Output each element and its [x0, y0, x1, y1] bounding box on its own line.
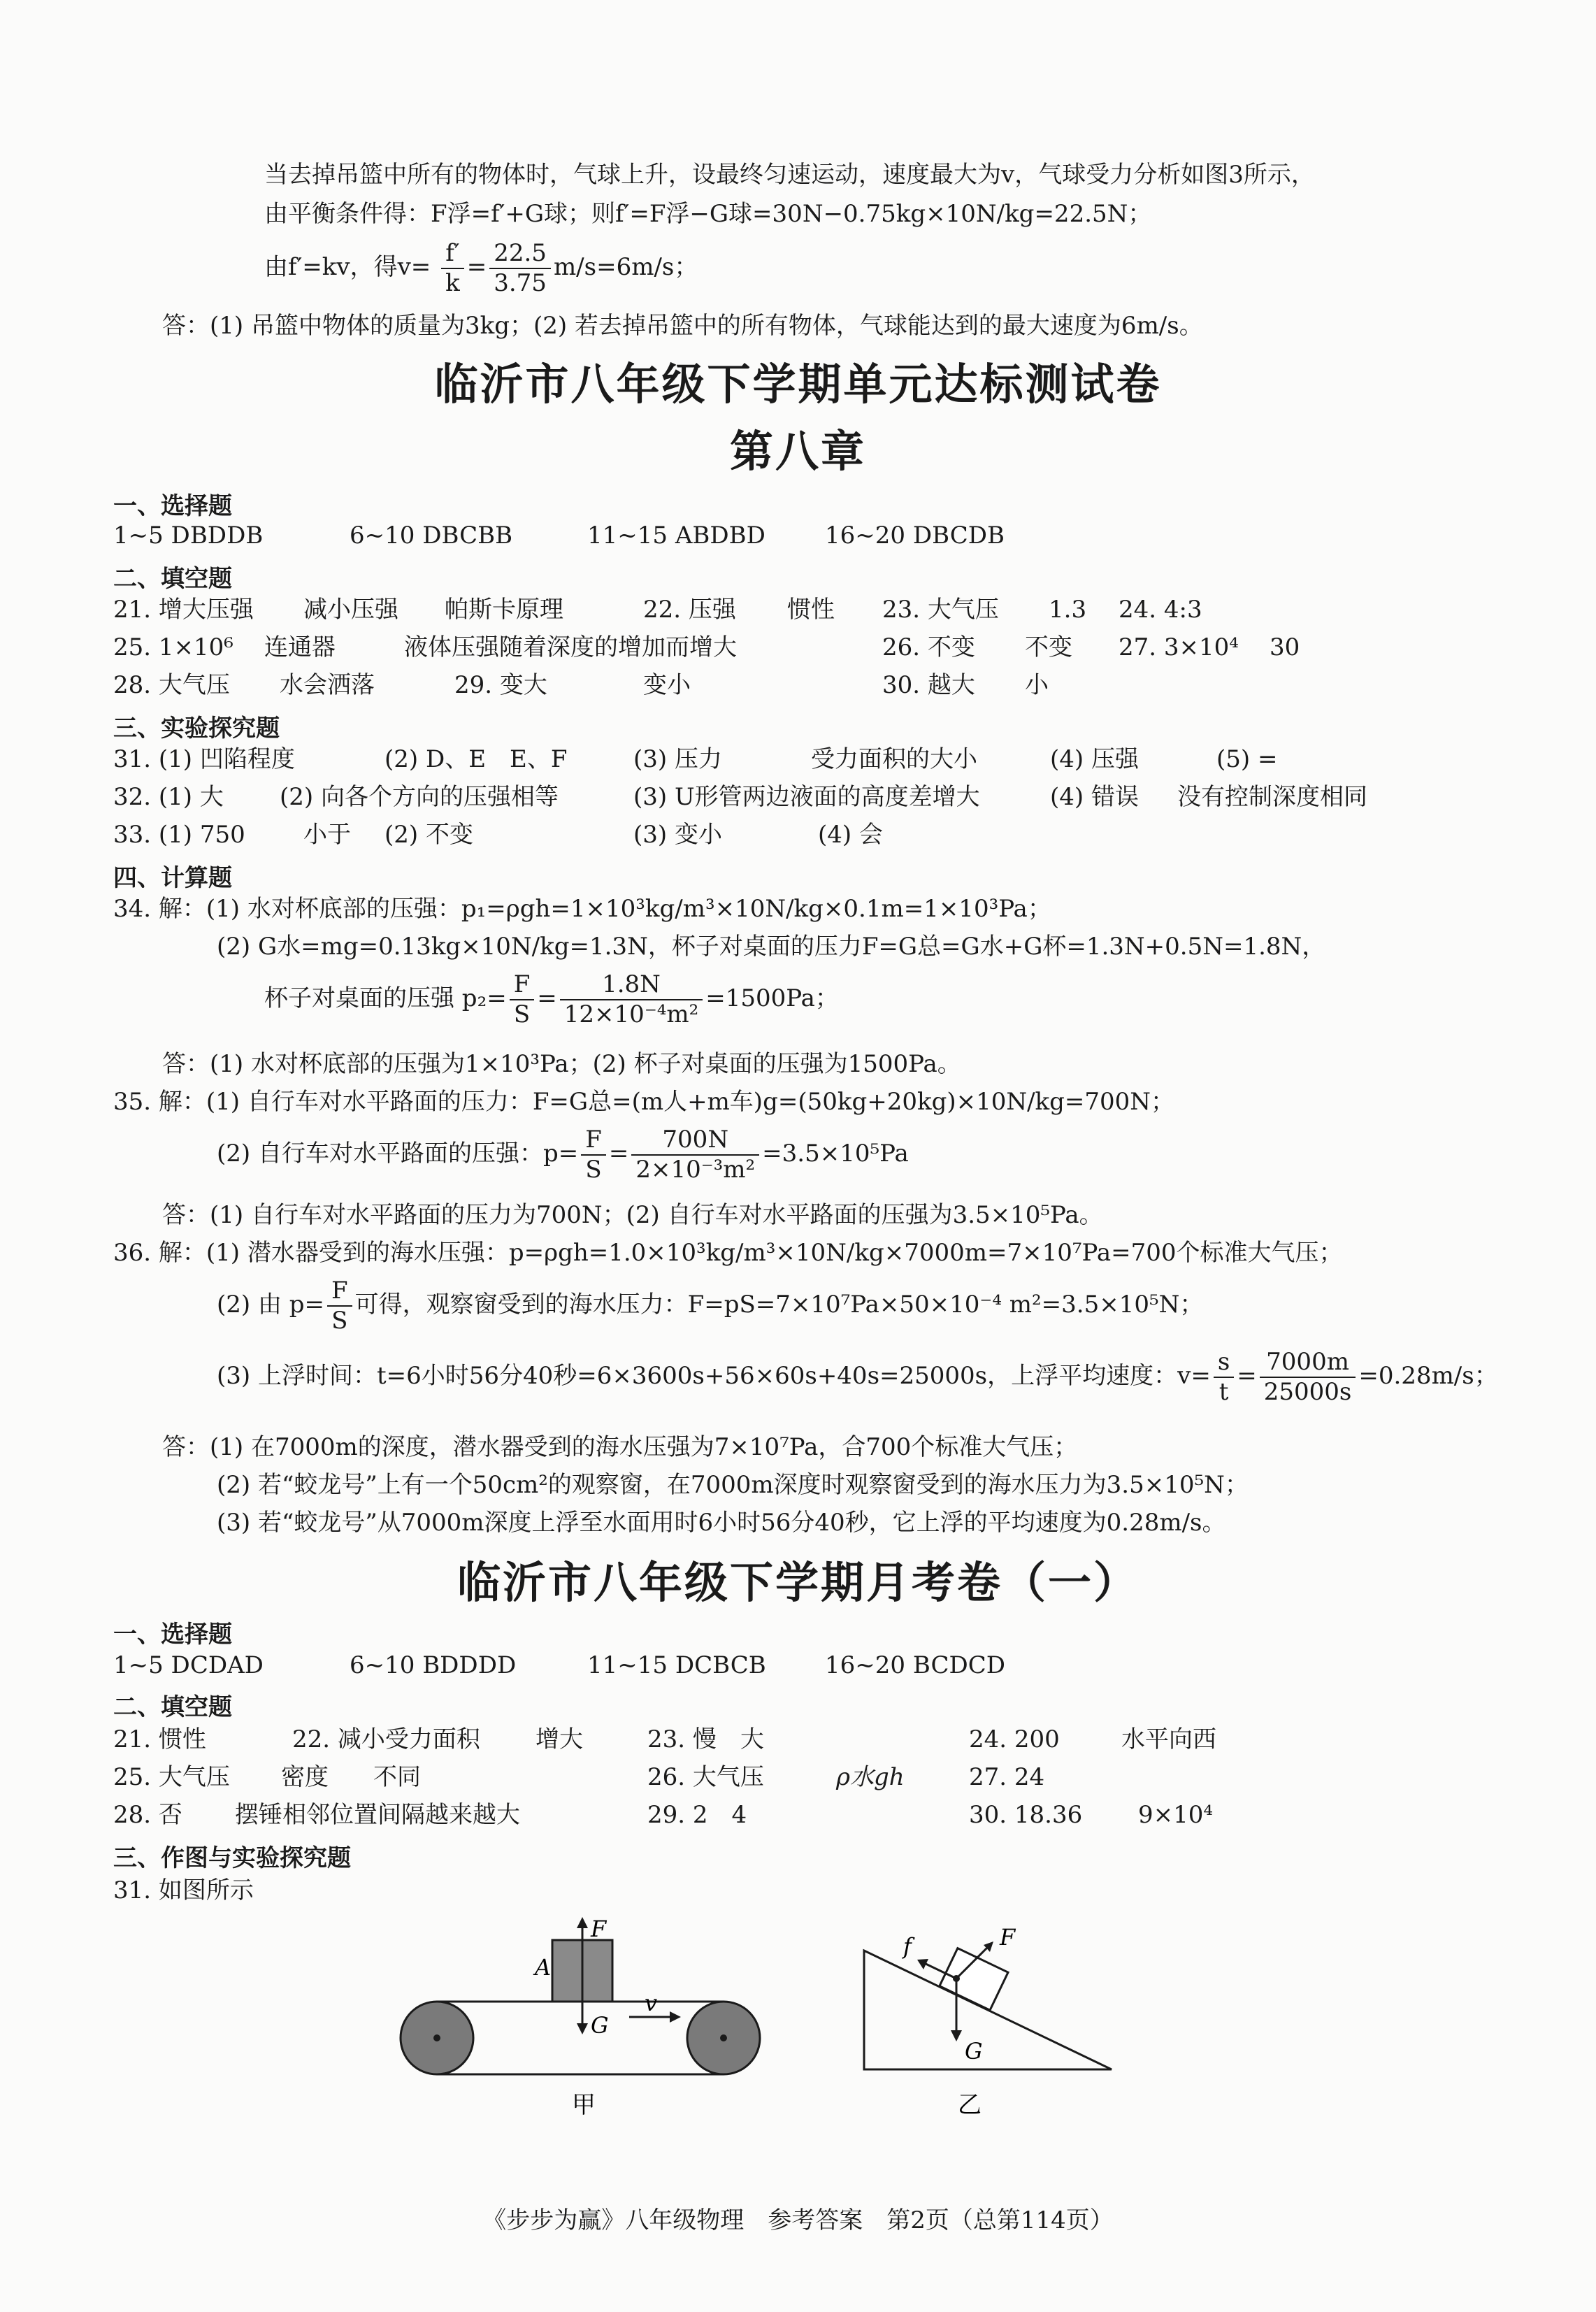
m-fill-27: 27. 24 [969, 1763, 1045, 1791]
figure-incline [853, 1916, 1119, 2125]
label-g-b: G [965, 2038, 983, 2065]
fill-28: 28. 大气压 [113, 671, 230, 699]
exp-33: 33. (1) 750 [113, 821, 245, 849]
fill-27b: 30 [1270, 633, 1300, 661]
gravity-arrow-b [951, 2030, 962, 2041]
top-answer: 答：(1) 吊篮中物体的质量为3kg；(2) 若去掉吊篮中的所有物体，气球能达到的最大速度为6m/s。 [162, 312, 1203, 340]
unit-mc-4: 16~20 DBCDB [825, 522, 1005, 550]
exp-33c: (2) 不变 [384, 821, 473, 849]
m-fill-21: 21. 惯性 [113, 1725, 206, 1753]
fill-25b: 连通器 [264, 633, 336, 661]
fill-21c: 帕斯卡原理 [445, 596, 563, 624]
fill-29b: 变小 [643, 671, 691, 699]
fill-21b: 减小压强 [303, 596, 398, 624]
m-fill-25: 25. 大气压 [113, 1763, 230, 1791]
m-fill-24: 24. 200 [969, 1725, 1060, 1753]
fill-30: 30. 越大 [882, 671, 975, 699]
m-q31: 31. 如图所示 [113, 1876, 254, 1904]
label-g: G [591, 2012, 609, 2039]
calc-35-answer: 答：(1) 自行车对水平路面的压力为700N；(2) 自行车对水平路面的压强为3.5×10⁵Pa。 [162, 1201, 1103, 1229]
fill-22b: 惯性 [787, 596, 835, 624]
figure-conveyor [391, 1916, 783, 2125]
top-line-1: 当去掉吊篮中所有的物体时，气球上升，设最终匀速运动，速度最大为v，气球受力分析如图3所示， [264, 161, 1315, 189]
fill-26: 26. 不变 [882, 633, 975, 661]
calc-36-3: (3) 上浮时间：t=6小时56分40秒=6×3600s+56×60s+40s=25000s，上浮平均速度：v= $\frac{s}{t}$ = $\frac{7000m}{25000s}$ =0.28m/s； [217, 1348, 1498, 1406]
fill-24: 24. 4:3 [1119, 596, 1202, 624]
unit-section-calc: 四、计算题 [113, 864, 232, 892]
label-a: A [535, 1954, 552, 1981]
calc-35-1: 35. 解：(1) 自行车对水平路面的压力：F=G总=(m人+m车)g=(50kg+20kg)×10N/kg=700N； [113, 1088, 1175, 1116]
fill-21: 21. 增大压强 [113, 596, 254, 624]
force-f-arrow [577, 1917, 588, 1928]
m-fill-30b: 9×10⁴ [1138, 1801, 1214, 1829]
exp-33e: (4) 会 [818, 821, 883, 849]
caption-yi: 乙 [958, 2091, 982, 2119]
exp-32b: (2) 向各个方向的压强相等 [280, 783, 559, 811]
m-fill-22b: 增大 [535, 1725, 583, 1753]
fill-25: 25. 1×10⁶ [113, 633, 233, 661]
calc-36-2: (2) 由 p= $\frac{F}{S}$ 可得，观察窗受到的海水压力：F=pS=7×10⁷Pa×50×10⁻⁴ m²=3.5×10⁵N； [217, 1277, 1204, 1335]
exp-33b: 小于 [303, 821, 351, 849]
top-line-2: 由平衡条件得：F浮=f′+G球；则f′=F浮−G球=30N−0.75kg×10N/kg=22.5N； [264, 200, 1152, 228]
exp-33d: (3) 变小 [633, 821, 722, 849]
m-fill-30: 30. 18.36 [969, 1801, 1083, 1829]
exp-31b: (2) D、E E、F [384, 745, 568, 773]
fill-30b: 小 [1025, 671, 1049, 699]
fill-23b: 1.3 [1049, 596, 1087, 624]
m-fill-24b: 水平向西 [1121, 1725, 1216, 1753]
calc-36-answer-1: 答：(1) 在7000m的深度，潜水器受到的海水压强为7×10⁷Pa，合700个标准大气压； [162, 1433, 1078, 1461]
fill-28b: 水会洒落 [280, 671, 375, 699]
monthly-mc-2: 6~10 BDDDD [350, 1651, 517, 1679]
exp-31d: 受力面积的大小 [811, 745, 977, 773]
m-fill-25b: 密度 [281, 1763, 329, 1791]
gravity-arrow [577, 2023, 588, 2034]
monthly-section-fill: 二、填空题 [113, 1693, 232, 1721]
calc-34-2: (2) G水=mg=0.13kg×10N/kg=1.3N，杯子对桌面的压力F=G总=G水+G杯=1.3N+0.5N=1.8N， [217, 933, 1326, 961]
m-fill-23: 23. 慢 大 [647, 1725, 764, 1753]
unit-section-fill: 二、填空题 [113, 565, 232, 593]
m-fill-26: 26. 大气压 [647, 1763, 764, 1791]
calc-34-answer: 答：(1) 水对杯底部的压强为1×10³Pa；(2) 杯子对桌面的压强为1500Pa。 [162, 1050, 961, 1078]
unit-mc-3: 11~15 ABDBD [587, 522, 765, 550]
calc-36-answer-2: (2) 若“蛟龙号”上有一个50cm²的观察窗，在7000m深度时观察窗受到的海水压力为3.5×10⁵N； [217, 1471, 1249, 1499]
monthly-mc-4: 16~20 BCDCD [825, 1651, 1005, 1679]
m-fill-28b: 摆锤相邻位置间隔越来越大 [235, 1801, 520, 1829]
label-small-f: f [903, 1933, 912, 1960]
calc-36-answer-3: (3) 若“蛟龙号”从7000m深度上浮至水面用时6小时56分40秒，它上浮的平均速度为0.28m/s。 [217, 1509, 1226, 1537]
exp-32d: (4) 错误 [1050, 783, 1139, 811]
block [940, 1948, 1008, 2011]
calc-35-2: (2) 自行车对水平路面的压强：p= $\frac{F}{S}$ = $\frac{700N}{\text{2×10⁻³m²}}$ =3.5×10⁵Pa [217, 1126, 909, 1184]
fill-29: 29. 变大 [454, 671, 547, 699]
caption-jia: 甲 [572, 2091, 596, 2119]
monthly-mc-1: 1~5 DCDAD [113, 1651, 264, 1679]
fill-25c: 液体压强随着深度的增加而增大 [404, 633, 737, 661]
unit-title: 临沂市八年级下学期单元达标测试卷 [434, 359, 1162, 410]
exp-31f: (5) = [1216, 745, 1278, 773]
fill-22: 22. 压强 [643, 596, 736, 624]
label-big-f: F [1000, 1924, 1016, 1951]
m-fill-22: 22. 减小受力面积 [292, 1725, 480, 1753]
monthly-section-choice: 一、选择题 [113, 1621, 232, 1649]
exp-32c: (3) U形管两边液面的高度差增大 [633, 783, 980, 811]
label-v: v [645, 1990, 658, 2016]
m-fill-28: 28. 否 [113, 1801, 182, 1829]
calc-36-1: 36. 解：(1) 潜水器受到的海水压强：p=ρgh=1.0×10³kg/m³×10N/kg×7000m=7×10⁷Pa=700个标准大气压； [113, 1239, 1343, 1267]
monthly-section-exp: 三、作图与实验探究题 [113, 1844, 351, 1872]
unit-mc-1: 1~5 DBDDB [113, 522, 264, 550]
unit-mc-2: 6~10 DBCBB [350, 522, 513, 550]
m-fill-29: 29. 2 4 [647, 1801, 747, 1829]
exp-31: 31. (1) 凹陷程度 [113, 745, 295, 773]
top-line-3: 由f′=kv，得v= $\frac{f'}{k}$ = $\frac{22.5}{3.75}$ m/s=6m/s； [264, 239, 698, 297]
fill-23: 23. 大气压 [882, 596, 999, 624]
exp-32e: 没有控制深度相同 [1177, 783, 1367, 811]
unit-section-exp: 三、实验探究题 [113, 715, 280, 742]
exp-31c: (3) 压力 [633, 745, 722, 773]
calc-34-1: 34. 解：(1) 水对杯底部的压强：p₁=ρgh=1×10³kg/m³×10N/kg×0.1m=1×10³Pa； [113, 895, 1051, 923]
exp-31e: (4) 压强 [1050, 745, 1139, 773]
m-fill-26b: ρ水gh [836, 1763, 905, 1791]
velocity-arrow [670, 2011, 681, 2023]
fill-26b: 不变 [1025, 633, 1072, 661]
label-f: F [591, 1916, 607, 1942]
exp-32: 32. (1) 大 [113, 783, 224, 811]
unit-section-choice: 一、选择题 [113, 492, 232, 520]
monthly-title: 临沂市八年级下学期月考卷（一） [456, 1557, 1139, 1608]
monthly-mc-3: 11~15 DCBCB [587, 1651, 766, 1679]
calc-34-3: 杯子对桌面的压强 p₂= $\frac{F}{S}$ = $\frac{1.8N}{\text{12×10⁻⁴m²}}$ =1500Pa； [264, 970, 839, 1028]
unit-subtitle: 第八章 [729, 426, 866, 477]
page-footer: 《步步为赢》八年级物理 参考答案 第2页（总第114页） [482, 2206, 1114, 2234]
m-fill-25c: 不同 [373, 1763, 421, 1791]
fill-27: 27. 3×10⁴ [1119, 633, 1239, 661]
